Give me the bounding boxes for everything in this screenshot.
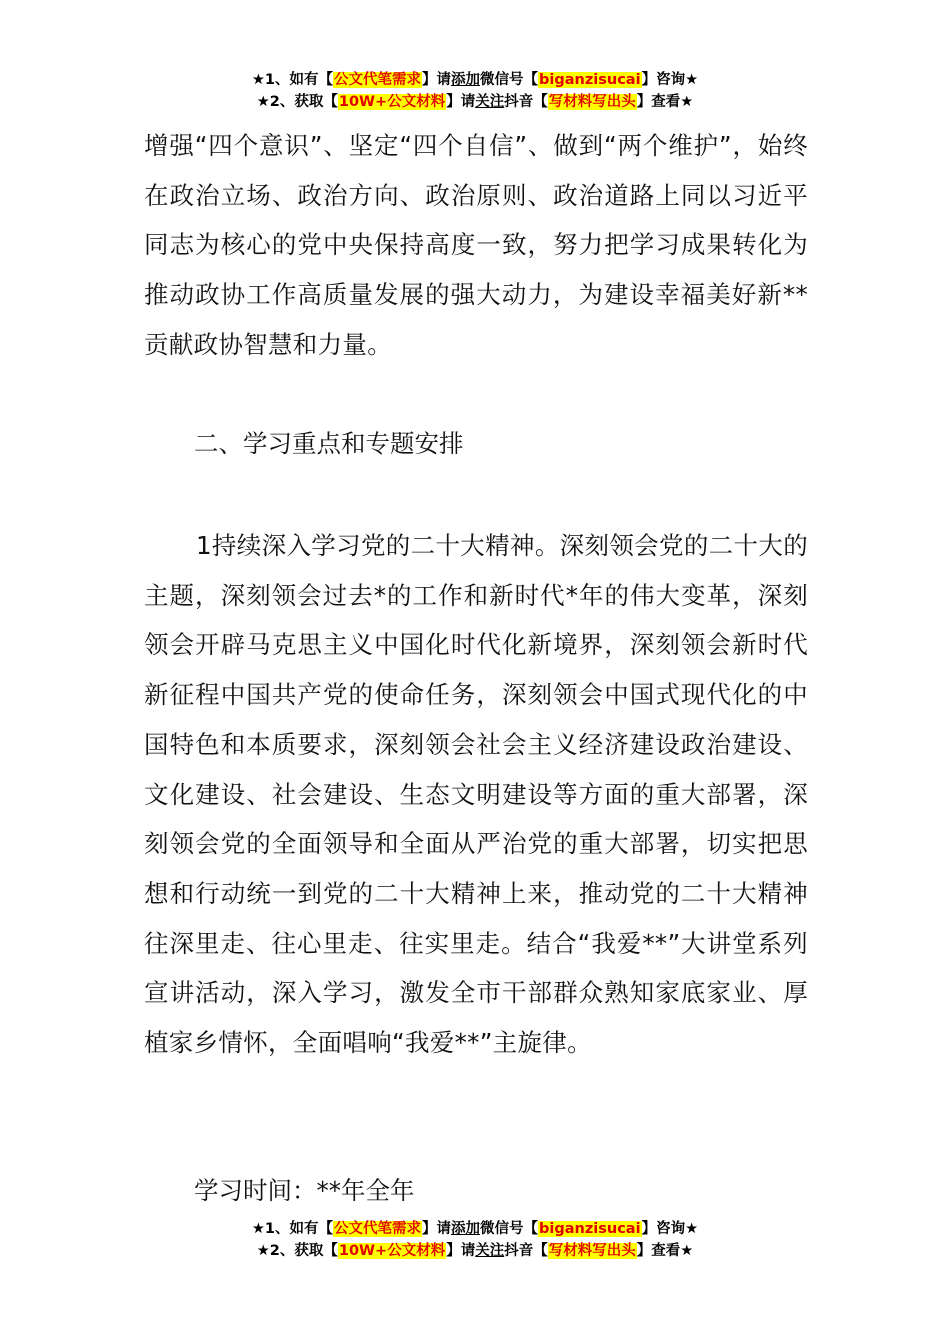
promo-line-1: ★1、如有【公文代笔需求】请添加微信号【biganzisucai】咨询★ bbox=[251, 1221, 699, 1237]
study-time-line: 学习时间：**年全年 bbox=[194, 1176, 415, 1205]
promo-wechat-id: biganzisucai bbox=[539, 1221, 641, 1237]
promo-highlight: 公文代笔需求 bbox=[334, 72, 422, 88]
promo-line-2: ★2、获取【10W+公文材料】请关注抖音【写材料写出头】查看★ bbox=[256, 1243, 694, 1259]
body-paragraph-1: 增强“四个意识”、坚定“四个自信”、做到“两个维护”，始终在政治立场、政治方向、政治原则、政治道路上同以习近平同志为核心的党中央保持高度一致，努力把学习成果转化为推动政协工作高质量发展的强大动力，为建设幸福美好新**贡献政协智慧和力量。 bbox=[144, 131, 808, 359]
promo-douyin-account: 写材料写出头 bbox=[548, 1243, 636, 1259]
promo-highlight: 10W+公文材料 bbox=[338, 94, 446, 110]
section-heading: 二、学习重点和专题安排 bbox=[194, 429, 464, 458]
promo-highlight: 10W+公文材料 bbox=[338, 1243, 446, 1259]
promo-highlight: 公文代笔需求 bbox=[334, 1221, 422, 1237]
promo-line-1: ★1、如有【公文代笔需求】请添加微信号【biganzisucai】咨询★ bbox=[251, 72, 699, 88]
promo-line-2: ★2、获取【10W+公文材料】请关注抖音【写材料写出头】查看★ bbox=[256, 94, 694, 110]
promo-douyin-account: 写材料写出头 bbox=[548, 94, 636, 110]
promo-banner-bottom bbox=[0, 1218, 950, 1262]
body-paragraph-2: 1持续深入学习党的二十大精神。深刻领会党的二十大的主题，深刻领会过去*的工作和新时代*年的伟大变革，深刻领会开辟马克思主义中国化时代化新境界，深刻领会新时代新征程中国共产党的使命任务，深刻领会中国式现代化的中国特色和本质要求，深刻领会社会主义经济建设政治建设、文化建设、社会建设、生态文明建设等方面的重大部署，深刻领会党的全面领导和全面从严治党的重大部署，切实把思想和行动统一到党的二十大精神上来，推动党的二十大精神往深里走、往心里走、往实里走。结合“我爱**”大讲堂系列宣讲活动，深入学习，激发全市干部群众熟知家底家业、厚植家乡情怀，全面唱响“我爱**”主旋律。 bbox=[144, 531, 808, 1058]
promo-banner-top bbox=[0, 69, 950, 113]
promo-wechat-id: biganzisucai bbox=[539, 72, 641, 88]
